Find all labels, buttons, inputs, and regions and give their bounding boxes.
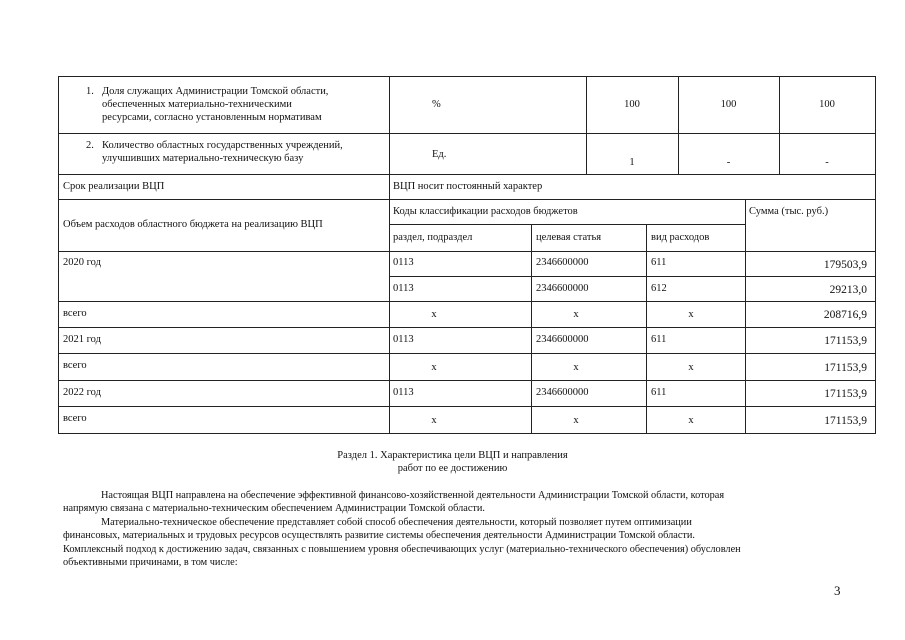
indicator-1-name: Доля служащих Администрации Томской области, <box>102 86 329 97</box>
table-row-section: 0113 <box>393 387 414 398</box>
table-row-sum: 171153,9 <box>824 362 867 374</box>
indicator-1-unit: % <box>432 99 441 110</box>
indicator-2-value-2020: 1 <box>629 157 635 168</box>
table-row-section: 0113 <box>393 257 414 268</box>
table-row-target: 2346600000 <box>536 257 589 268</box>
indicator-2-value-2021: - <box>726 157 731 168</box>
col-section-header: раздел, подраздел <box>393 232 473 243</box>
section-heading-line: работ по ее достижению <box>397 463 508 474</box>
paragraph-line: Настоящая ВЦП направлена на обеспечение эффективной финансово-хозяйственной деятельности Администрации Томской области, которая <box>101 490 725 501</box>
paragraph-line: Комплексный подход к достижению задач, связанных с повышением уровня обеспечивающих услуг (материально-технического обеспечения) обусловлен <box>63 544 741 555</box>
table-row-label: всего <box>63 308 87 319</box>
indicator-1-value-2020: 100 <box>624 99 640 110</box>
table-row-section: 0113 <box>393 283 414 294</box>
section-heading-line: Раздел 1. Характеристика цели ВЦП и направления <box>337 450 568 461</box>
table-row-section: х <box>431 415 437 426</box>
budget-label: Объем расходов областного бюджета на реализацию ВЦП <box>63 219 323 230</box>
table-row-section: х <box>431 362 437 373</box>
table-row-label: 2020 год <box>63 257 101 268</box>
page-number: 3 <box>834 583 841 598</box>
col-type-header: вид расходов <box>651 232 710 243</box>
table-row-sum: 171153,9 <box>824 415 867 427</box>
indicator-1-name: обеспеченных материально-техническими <box>102 99 292 110</box>
table-row-type: 612 <box>651 283 667 294</box>
paragraph-line: финансовых, материальных и трудовых ресурсов осуществлять развитие системы обеспечения деятельности Администрации Томской области. <box>63 530 695 541</box>
table-row-target: х <box>573 415 579 426</box>
table-row-type: 611 <box>651 334 667 345</box>
table-row-label: всего <box>63 413 87 424</box>
indicator-2-name: Количество областных государственных учреждений, <box>102 140 343 151</box>
table-row-label: 2021 год <box>63 334 101 345</box>
table-row-type: 611 <box>651 257 667 268</box>
paragraph-line: Материально-техническое обеспечение представляет собой способ обеспечения деятельности, который позволяет путем оптимизации <box>101 517 692 528</box>
table-row-target: х <box>573 362 579 373</box>
table-row-label: 2022 год <box>63 387 101 398</box>
term-value: ВЦП носит постоянный характер <box>393 181 543 192</box>
indicator-2-value-2022: - <box>825 157 829 168</box>
table-row-sum: 171153,9 <box>824 335 867 347</box>
indicator-1-value-2021: 100 <box>720 99 737 110</box>
indicator-2-number: 2. <box>86 140 94 151</box>
table-row-sum: 29213,0 <box>829 284 867 296</box>
indicator-1-name: ресурсами, согласно установленным нормативам <box>102 112 322 123</box>
table-row-sum: 179503,9 <box>823 259 867 271</box>
col-target-header: целевая статья <box>536 232 602 243</box>
indicator-2-unit: Ед. <box>432 149 447 160</box>
indicator-1-number: 1. <box>86 86 94 97</box>
table-row-target: 2346600000 <box>536 387 589 398</box>
table-row-type: 611 <box>651 387 667 398</box>
paragraph-line: объективными причинами, в том числе: <box>63 557 238 568</box>
table-row-section: х <box>431 309 437 320</box>
paragraph-line: напрямую связана с материально-техническим обеспечением Администрации Томской области. <box>63 503 485 514</box>
indicator-2-name: улучшивших материально-техническую базу <box>102 153 304 164</box>
table-row-section: 0113 <box>393 334 414 345</box>
table-row-label: всего <box>63 360 87 371</box>
table-row-type: х <box>688 362 694 373</box>
table-row-target: х <box>573 309 579 320</box>
term-label: Срок реализации ВЦП <box>63 181 165 192</box>
table-row-target: 2346600000 <box>536 334 589 345</box>
table-row-sum: 171153,9 <box>824 388 867 400</box>
table-row-target: 2346600000 <box>536 283 589 294</box>
table-row-sum: 208716,9 <box>823 309 867 321</box>
codes-header: Коды классификации расходов бюджетов <box>393 206 578 217</box>
table-row-type: х <box>688 309 694 320</box>
indicator-1-value-2022: 100 <box>819 99 835 110</box>
table-row-type: х <box>688 415 694 426</box>
sum-header: Сумма (тыс. руб.) <box>749 206 829 217</box>
